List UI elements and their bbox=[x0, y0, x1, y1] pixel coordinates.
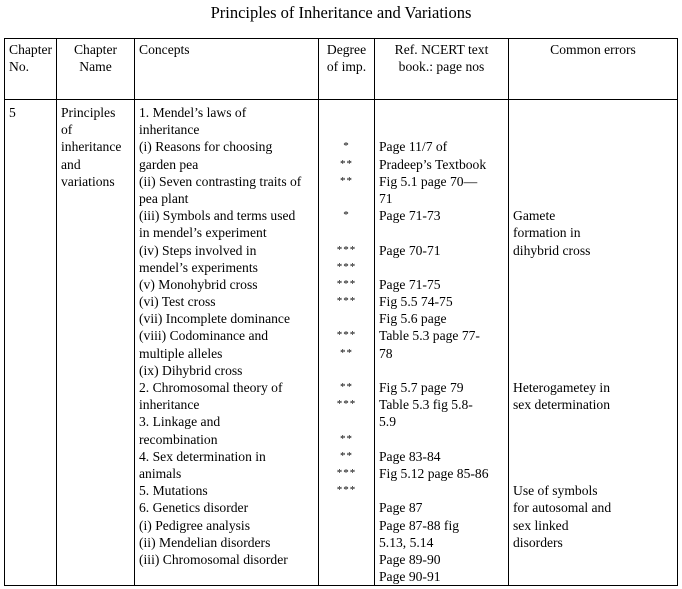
cell-line: for autosomal and bbox=[513, 500, 612, 516]
cell-line bbox=[513, 104, 673, 121]
cell-line: Fig 5.7 page 79 bbox=[379, 380, 464, 395]
cell-line: in mendel’s experiment bbox=[139, 225, 267, 241]
cell-line: 5.9 bbox=[379, 414, 396, 430]
cell-line bbox=[379, 362, 504, 379]
cell-line: (viii) Codominance and bbox=[139, 328, 269, 344]
cell-line bbox=[513, 568, 673, 585]
cell-line bbox=[513, 173, 673, 190]
cell-line: formation in bbox=[513, 225, 581, 241]
cell-line bbox=[513, 293, 673, 310]
cell-line bbox=[379, 224, 504, 241]
cell-line: 5. Mutations bbox=[139, 483, 208, 499]
cell-line: 3. Linkage and bbox=[139, 414, 221, 430]
cell-line: 78 bbox=[379, 345, 393, 361]
cell-line: Principles bbox=[61, 105, 116, 120]
cell-line: and bbox=[61, 156, 81, 172]
cell-line: * bbox=[343, 140, 350, 153]
cell-line: variations bbox=[61, 173, 115, 189]
cell-line bbox=[323, 499, 370, 516]
cell-line: (vi) Test cross bbox=[139, 294, 216, 310]
cell-line bbox=[513, 190, 673, 207]
page-title: Principles of Inheritance and Variations bbox=[210, 3, 472, 22]
cell-line bbox=[379, 259, 504, 276]
cell-line: inheritance bbox=[61, 139, 122, 155]
cell-line bbox=[323, 190, 370, 207]
cell-line: Fig 5.1 page 70— bbox=[379, 173, 478, 189]
cell-line: Table 5.3 fig 5.8- bbox=[379, 397, 473, 413]
cell-line bbox=[513, 431, 673, 448]
cell-line: ** bbox=[340, 381, 353, 393]
cell-line: Fig 5.12 page 85-86 bbox=[379, 465, 489, 481]
cell-line: (iii) Symbols and terms used bbox=[139, 208, 296, 224]
cell-line bbox=[323, 534, 370, 551]
cell-line bbox=[323, 413, 370, 430]
cell-line: 71 bbox=[379, 190, 393, 206]
cell-line bbox=[379, 104, 504, 121]
cell-line: *** bbox=[336, 398, 357, 411]
cell-line bbox=[513, 121, 673, 138]
cell-errors bbox=[509, 100, 678, 586]
cell-line: *** bbox=[336, 277, 357, 290]
cell-line: Page 89-90 bbox=[379, 551, 441, 567]
cell-line bbox=[379, 482, 504, 499]
cell-line: *** bbox=[336, 243, 357, 256]
cell-line bbox=[513, 276, 673, 293]
cell-line: dihybrid cross bbox=[513, 242, 591, 258]
cell-line: ** bbox=[340, 432, 353, 445]
header-chapter-name: Chapter Name bbox=[57, 39, 135, 100]
cell-line: Gamete bbox=[513, 208, 556, 224]
cell-line bbox=[513, 310, 673, 327]
cell-concepts bbox=[135, 100, 319, 586]
cell-line: (i) Reasons for choosing bbox=[139, 139, 273, 155]
cell-line: inheritance bbox=[139, 397, 200, 413]
cell-line: pea plant bbox=[139, 190, 189, 206]
cell-line: mendel’s experiments bbox=[139, 259, 258, 275]
header-chapter-no: Chapter No. bbox=[5, 39, 57, 100]
cell-chapter-name bbox=[57, 100, 135, 586]
cell-line: 4. Sex determination in bbox=[139, 448, 266, 464]
cell-line bbox=[323, 224, 370, 241]
cell-line bbox=[323, 104, 370, 121]
cell-line bbox=[379, 121, 504, 138]
table-row bbox=[5, 100, 678, 586]
cell-chapter-no: 5 bbox=[5, 100, 57, 586]
cell-line: Page 11/7 of bbox=[379, 139, 448, 155]
cell-line bbox=[323, 310, 370, 327]
cell-line: garden pea bbox=[139, 156, 199, 172]
cell-line: ** bbox=[340, 157, 353, 170]
concepts-table bbox=[4, 38, 678, 586]
cell-line bbox=[513, 551, 673, 568]
cell-line: Fig 5.6 page bbox=[379, 311, 447, 327]
cell-line bbox=[323, 121, 370, 138]
cell-line bbox=[513, 156, 673, 173]
cell-line: recombination bbox=[139, 431, 218, 447]
cell-line: *** bbox=[336, 329, 357, 342]
cell-line: Page 71-75 bbox=[379, 276, 441, 292]
table-header-row bbox=[5, 39, 678, 100]
cell-line: sex determination bbox=[513, 397, 611, 413]
cell-line: *** bbox=[336, 466, 357, 479]
cell-line: Page 87-88 fig bbox=[379, 517, 460, 533]
cell-line: multiple alleles bbox=[139, 345, 223, 361]
cell-line: Page 70-71 bbox=[379, 242, 441, 258]
cell-line: Heterogametey in bbox=[513, 380, 611, 395]
cell-line: (ii) Mendelian disorders bbox=[139, 534, 271, 550]
cell-line: Pradeep’s Textbook bbox=[379, 156, 487, 172]
cell-line: Page 90-91 bbox=[379, 569, 441, 585]
header-concepts: Concepts bbox=[135, 39, 319, 100]
cell-line: Page 71-73 bbox=[379, 208, 441, 224]
cell-line: ** bbox=[340, 174, 353, 187]
cell-line: 5.13, 5.14 bbox=[379, 534, 434, 550]
header-degree: Degree of imp. bbox=[319, 39, 375, 100]
cell-line: 2. Chromosomal theory of bbox=[139, 380, 283, 395]
cell-line: animals bbox=[139, 465, 182, 481]
cell-line bbox=[513, 259, 673, 276]
cell-line bbox=[513, 448, 673, 465]
cell-line: Use of symbols bbox=[513, 483, 598, 499]
cell-line: ** bbox=[340, 346, 353, 359]
cell-line: (ii) Seven contrasting traits of bbox=[139, 173, 302, 189]
cell-line: Table 5.3 page 77- bbox=[379, 328, 480, 344]
cell-line: Page 83-84 bbox=[379, 448, 441, 464]
cell-line: (v) Monohybrid cross bbox=[139, 276, 258, 292]
cell-line: *** bbox=[336, 260, 357, 273]
cell-line: (ix) Dihybrid cross bbox=[139, 362, 243, 378]
cell-line bbox=[513, 345, 673, 362]
cell-line bbox=[513, 327, 673, 344]
cell-line: (iii) Chromosomal disorder bbox=[139, 551, 288, 567]
cell-line bbox=[323, 551, 370, 568]
cell-line: 1. Mendel’s laws of bbox=[139, 105, 247, 120]
cell-line: *** bbox=[336, 484, 357, 497]
cell-degree bbox=[319, 100, 375, 586]
cell-line: Page 87 bbox=[379, 500, 423, 516]
cell-line bbox=[513, 465, 673, 482]
cell-line bbox=[379, 431, 504, 448]
cell-line bbox=[513, 362, 673, 379]
cell-line bbox=[513, 138, 673, 155]
cell-line: (i) Pedigree analysis bbox=[139, 517, 250, 533]
cell-line: inheritance bbox=[139, 122, 200, 138]
cell-line bbox=[323, 517, 370, 534]
cell-ref bbox=[375, 100, 509, 586]
cell-line: * bbox=[343, 209, 350, 222]
cell-line bbox=[513, 413, 673, 430]
cell-line bbox=[323, 362, 370, 379]
cell-line: 6. Genetics disorder bbox=[139, 500, 249, 516]
cell-line: disorders bbox=[513, 534, 563, 550]
cell-line: of bbox=[61, 122, 73, 138]
cell-line: *** bbox=[336, 295, 357, 308]
cell-line: ** bbox=[340, 449, 353, 462]
cell-line: (vii) Incomplete dominance bbox=[139, 311, 290, 327]
header-ref: Ref. NCERT text book.: page nos bbox=[375, 39, 509, 100]
header-errors: Common errors bbox=[509, 39, 678, 100]
cell-line: sex linked bbox=[513, 517, 569, 533]
cell-line: (iv) Steps involved in bbox=[139, 242, 257, 258]
cell-line: Fig 5.5 74-75 bbox=[379, 294, 453, 310]
